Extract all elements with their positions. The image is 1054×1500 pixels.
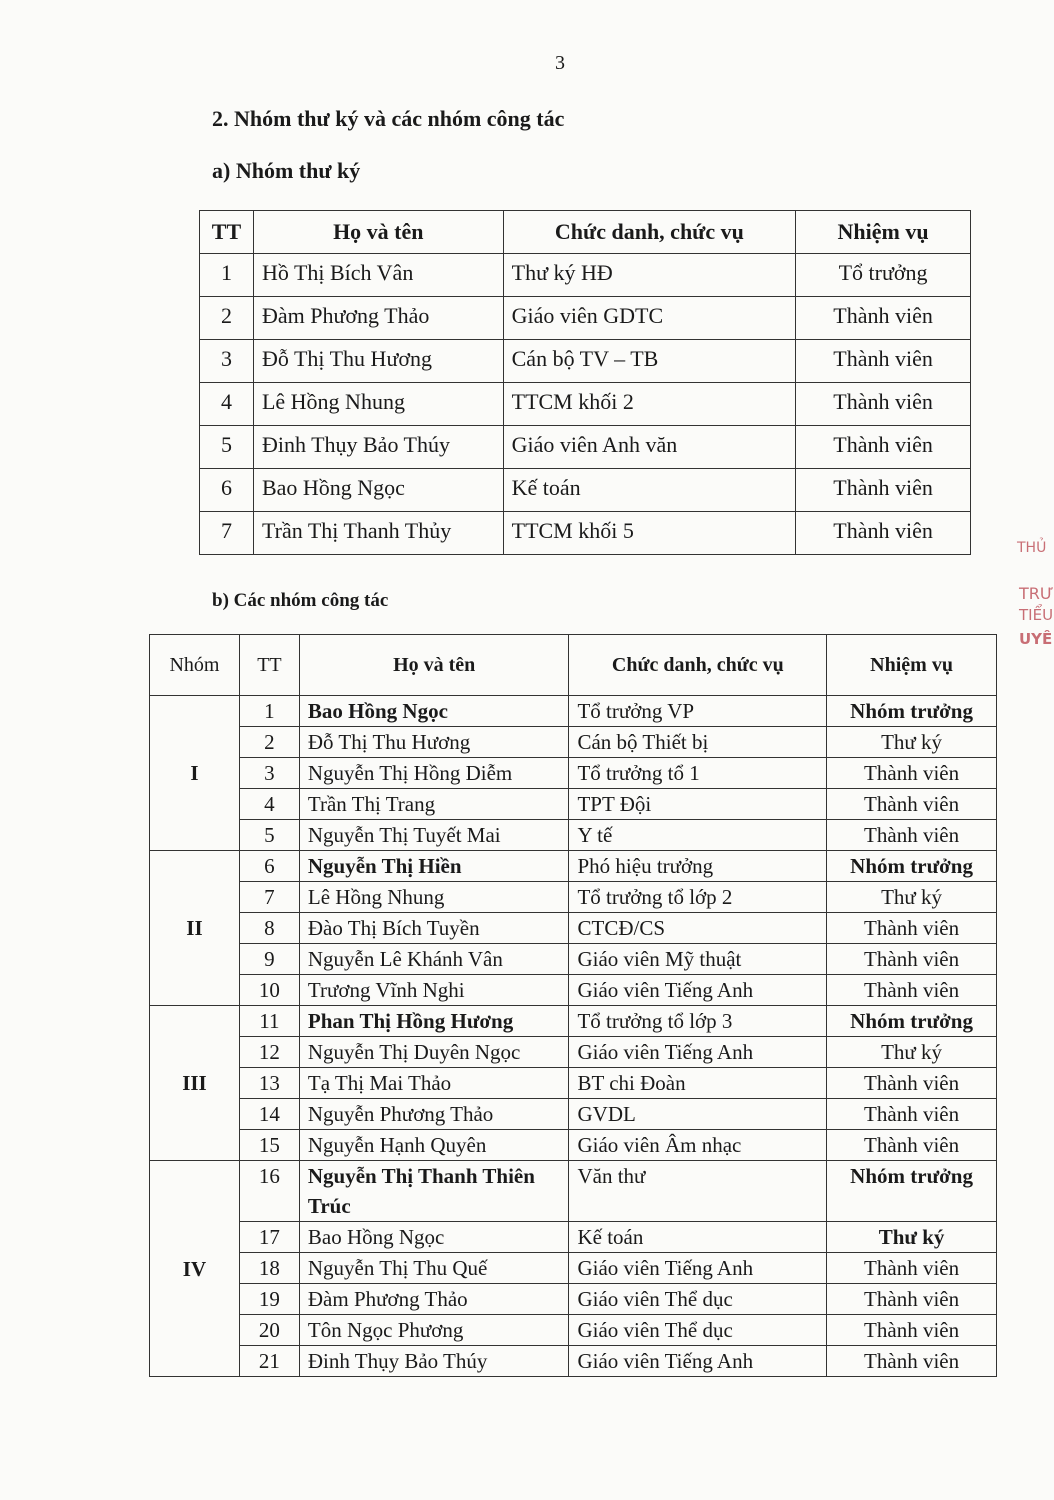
secretary-table (199, 210, 971, 555)
table-row (200, 426, 971, 469)
cell-tt: 6 (200, 469, 254, 512)
cell-tt: 2 (200, 297, 254, 340)
cell-title: Cán bộ Thiết bị (569, 727, 827, 758)
header-tt: TT (239, 635, 299, 696)
cell-name: Hồ Thị Bích Vân (253, 254, 503, 297)
subsection-a-title: a) Nhóm thư ký (212, 158, 361, 183)
working-groups-table (149, 634, 997, 1377)
page-number: 3 (555, 52, 565, 74)
table-row (150, 1037, 997, 1068)
cell-title: Tổ trưởng tổ lớp 3 (569, 1006, 827, 1037)
cell-title: Văn thư (569, 1161, 827, 1222)
cell-tt: 11 (239, 1006, 299, 1037)
table-row (200, 512, 971, 555)
cell-title: TTCM khối 2 (503, 383, 796, 426)
cell-task: Nhóm trưởng (827, 1006, 997, 1037)
cell-tt: 8 (239, 913, 299, 944)
group-label: II (150, 851, 240, 1006)
table-row (150, 1284, 997, 1315)
cell-title: Tổ trưởng tổ 1 (569, 758, 827, 789)
table-row (150, 1346, 997, 1377)
table-row (150, 820, 997, 851)
cell-title: Kế toán (503, 469, 796, 512)
cell-task: Thành viên (796, 297, 971, 340)
cell-tt: 6 (239, 851, 299, 882)
cell-name: Tôn Ngọc Phương (299, 1315, 569, 1346)
cell-title: Giáo viên Thể dục (569, 1284, 827, 1315)
cell-name: Lê Hồng Nhung (253, 383, 503, 426)
cell-name: Đàm Phương Thảo (253, 297, 503, 340)
section-title: 2. Nhóm thư ký và các nhóm công tác (212, 106, 565, 131)
cell-task: Thư ký (827, 882, 997, 913)
table-row (150, 1068, 997, 1099)
cell-title: CTCĐ/CS (569, 913, 827, 944)
table-row (150, 1222, 997, 1253)
cell-tt: 14 (239, 1099, 299, 1130)
header-group: Nhóm (150, 635, 240, 696)
table-row (200, 297, 971, 340)
cell-task: Tổ trưởng (796, 254, 971, 297)
cell-name: Nguyễn Lê Khánh Vân (299, 944, 569, 975)
cell-title: Kế toán (569, 1222, 827, 1253)
stamp-fragment-3: TIỂU (1019, 606, 1054, 624)
cell-title: Giáo viên Tiếng Anh (569, 1346, 827, 1377)
cell-name: Nguyễn Thị Thu Quế (299, 1253, 569, 1284)
cell-task: Thành viên (796, 340, 971, 383)
table-row (200, 469, 971, 512)
cell-tt: 4 (200, 383, 254, 426)
header-name: Họ và tên (299, 635, 569, 696)
cell-tt: 21 (239, 1346, 299, 1377)
table-row (150, 696, 997, 727)
group-label: III (150, 1006, 240, 1161)
table-row (150, 1161, 997, 1222)
cell-title: TPT Đội (569, 789, 827, 820)
cell-task: Thành viên (796, 426, 971, 469)
cell-title: Y tế (569, 820, 827, 851)
table-row (150, 1130, 997, 1161)
header-task: Nhiệm vụ (827, 635, 997, 696)
cell-tt: 1 (239, 696, 299, 727)
cell-task: Thành viên (827, 1346, 997, 1377)
stamp-fragment-1: THỦ (1017, 540, 1047, 556)
cell-tt: 10 (239, 975, 299, 1006)
cell-tt: 3 (239, 758, 299, 789)
cell-task: Thành viên (827, 944, 997, 975)
cell-name: Phan Thị Hồng Hương (299, 1006, 569, 1037)
cell-name: Nguyễn Thị Tuyết Mai (299, 820, 569, 851)
cell-title: TTCM khối 5 (503, 512, 796, 555)
cell-tt: 7 (200, 512, 254, 555)
cell-task: Thành viên (796, 469, 971, 512)
cell-tt: 12 (239, 1037, 299, 1068)
cell-task: Nhóm trưởng (827, 696, 997, 727)
cell-name: Đinh Thụy Bảo Thúy (299, 1346, 569, 1377)
header-title: Chức danh, chức vụ (503, 211, 796, 254)
cell-tt: 1 (200, 254, 254, 297)
cell-task: Thành viên (827, 975, 997, 1006)
table-row (200, 340, 971, 383)
cell-task: Thành viên (827, 913, 997, 944)
cell-tt: 9 (239, 944, 299, 975)
cell-name: Bao Hồng Ngọc (253, 469, 503, 512)
header-title: Chức danh, chức vụ (569, 635, 827, 696)
cell-name: Đỗ Thị Thu Hương (253, 340, 503, 383)
table-row (200, 254, 971, 297)
cell-title: Giáo viên Thể dục (569, 1315, 827, 1346)
cell-name: Nguyễn Hạnh Quyên (299, 1130, 569, 1161)
cell-tt: 4 (239, 789, 299, 820)
cell-title: Phó hiệu trưởng (569, 851, 827, 882)
cell-tt: 5 (200, 426, 254, 469)
table-row (150, 1315, 997, 1346)
header-task: Nhiệm vụ (796, 211, 971, 254)
cell-title: Giáo viên Mỹ thuật (569, 944, 827, 975)
cell-name: Đàm Phương Thảo (299, 1284, 569, 1315)
cell-title: Tổ trưởng tổ lớp 2 (569, 882, 827, 913)
cell-name: Trần Thị Thanh Thủy (253, 512, 503, 555)
cell-tt: 7 (239, 882, 299, 913)
cell-tt: 15 (239, 1130, 299, 1161)
cell-tt: 16 (239, 1161, 299, 1222)
cell-name: Nguyễn Thị Hiền (299, 851, 569, 882)
cell-name: Bao Hồng Ngọc (299, 696, 569, 727)
cell-tt: 20 (239, 1315, 299, 1346)
cell-name: Nguyễn Phương Thảo (299, 1099, 569, 1130)
table-row (150, 758, 997, 789)
cell-title: Giáo viên Âm nhạc (569, 1130, 827, 1161)
cell-title: Giáo viên Tiếng Anh (569, 975, 827, 1006)
table-row (150, 727, 997, 758)
cell-task: Thành viên (827, 820, 997, 851)
cell-task: Nhóm trưởng (827, 1161, 997, 1222)
cell-task: Thành viên (827, 1315, 997, 1346)
cell-task: Thư ký (827, 727, 997, 758)
table-row (150, 975, 997, 1006)
table-row (150, 789, 997, 820)
cell-task: Thành viên (827, 1253, 997, 1284)
cell-task: Thành viên (827, 1068, 997, 1099)
table-row (150, 882, 997, 913)
cell-title: GVDL (569, 1099, 827, 1130)
cell-title: Giáo viên Anh văn (503, 426, 796, 469)
group-label: I (150, 696, 240, 851)
table-row (150, 1099, 997, 1130)
header-name: Họ và tên (253, 211, 503, 254)
cell-name: Nguyễn Thị Thanh Thiên Trúc (299, 1161, 569, 1222)
stamp-fragment-2: TRƯ (1019, 584, 1054, 603)
cell-task: Thư ký (827, 1222, 997, 1253)
cell-task: Thành viên (827, 1284, 997, 1315)
cell-tt: 13 (239, 1068, 299, 1099)
cell-tt: 5 (239, 820, 299, 851)
table-row (150, 851, 997, 882)
cell-name: Nguyễn Thị Hồng Diễm (299, 758, 569, 789)
cell-name: Đinh Thụy Bảo Thúy (253, 426, 503, 469)
subsection-b-title: b) Các nhóm công tác (212, 590, 389, 611)
cell-title: Cán bộ TV – TB (503, 340, 796, 383)
cell-task: Thư ký (827, 1037, 997, 1068)
group-label: IV (150, 1161, 240, 1377)
cell-title: Giáo viên GDTC (503, 297, 796, 340)
cell-tt: 19 (239, 1284, 299, 1315)
cell-title: Giáo viên Tiếng Anh (569, 1253, 827, 1284)
cell-name: Đào Thị Bích Tuyền (299, 913, 569, 944)
cell-tt: 2 (239, 727, 299, 758)
cell-task: Thành viên (827, 1130, 997, 1161)
cell-title: Tổ trưởng VP (569, 696, 827, 727)
table-row (150, 1253, 997, 1284)
header-tt: TT (200, 211, 254, 254)
table-row (200, 383, 971, 426)
cell-name: Đỗ Thị Thu Hương (299, 727, 569, 758)
cell-task: Thành viên (827, 789, 997, 820)
cell-name: Trương Vĩnh Nghi (299, 975, 569, 1006)
stamp-fragment-4: UYÊ (1019, 630, 1053, 648)
cell-task: Thành viên (827, 758, 997, 789)
cell-title: BT chi Đoàn (569, 1068, 827, 1099)
cell-task: Nhóm trưởng (827, 851, 997, 882)
cell-name: Nguyễn Thị Duyên Ngọc (299, 1037, 569, 1068)
cell-tt: 3 (200, 340, 254, 383)
cell-task: Thành viên (827, 1099, 997, 1130)
cell-title: Giáo viên Tiếng Anh (569, 1037, 827, 1068)
cell-name: Tạ Thị Mai Thảo (299, 1068, 569, 1099)
cell-name: Bao Hồng Ngọc (299, 1222, 569, 1253)
cell-tt: 18 (239, 1253, 299, 1284)
cell-task: Thành viên (796, 383, 971, 426)
table-header-row (200, 211, 971, 254)
cell-name: Trần Thị Trang (299, 789, 569, 820)
table-header-row (150, 635, 997, 696)
table-row (150, 1006, 997, 1037)
cell-tt: 17 (239, 1222, 299, 1253)
cell-name: Lê Hồng Nhung (299, 882, 569, 913)
table-row (150, 913, 997, 944)
cell-title: Thư ký HĐ (503, 254, 796, 297)
cell-task: Thành viên (796, 512, 971, 555)
table-row (150, 944, 997, 975)
